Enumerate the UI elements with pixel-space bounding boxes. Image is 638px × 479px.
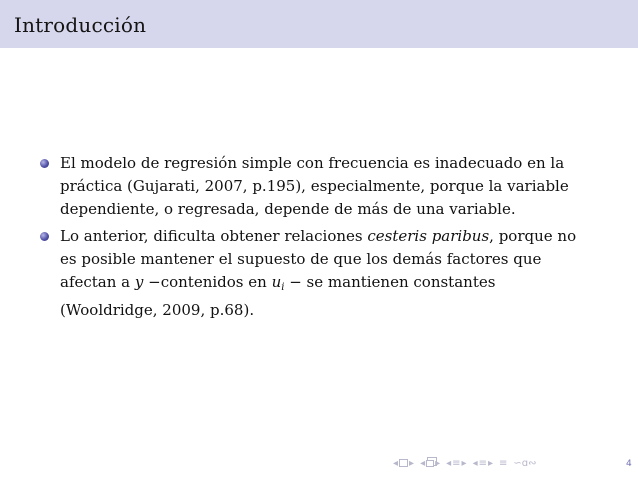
slide-icon[interactable] xyxy=(399,459,408,467)
slide-title: Introducción xyxy=(14,13,147,37)
section-icon[interactable]: ≡ xyxy=(478,457,487,469)
bullet-dot-icon xyxy=(40,232,49,241)
bullet-text: − se mantienen constantes xyxy=(284,273,496,291)
align-icon[interactable]: ≡ xyxy=(499,457,508,469)
bullet-text: afectan a xyxy=(60,273,135,291)
bullet-item xyxy=(36,152,626,221)
nav-right-arrow-icon[interactable]: ▸ xyxy=(409,457,415,469)
subsection-icon[interactable]: ≡ xyxy=(452,457,461,469)
bullet-text-line: dependiente, o regresada, depende de más de una variable. xyxy=(60,200,516,218)
math-subscript-i: i xyxy=(281,282,285,293)
bullet-text: , porque no xyxy=(489,227,577,245)
bullet-text-line: práctica (Gujarati, 2007, p.195), especialmente, porque la variable xyxy=(60,177,569,195)
math-variable-u: u xyxy=(271,273,282,291)
nav-right-arrow-icon[interactable]: ▸ xyxy=(461,457,467,469)
nav-right-arrow-icon[interactable]: ▸ xyxy=(488,457,494,469)
nav-left-arrow-icon[interactable]: ◂ xyxy=(472,457,478,469)
nav-frame[interactable] xyxy=(420,458,440,469)
bullet-text-line: (Wooldridge, 2009, p.68). xyxy=(60,301,255,319)
bullet-text-line: es posible mantener el supuesto de que los demás factores que xyxy=(60,250,542,268)
nav-right-arrow-icon[interactable]: ▸ xyxy=(435,457,441,469)
nav-left-arrow-icon[interactable]: ◂ xyxy=(420,457,426,469)
bullet-dot-icon xyxy=(40,159,49,168)
nav-left-arrow-icon[interactable]: ◂ xyxy=(446,457,452,469)
search-icon[interactable]: ∽ɑ∾ xyxy=(513,457,537,469)
bullet-text: −contenidos en xyxy=(143,273,272,291)
frame-icon[interactable] xyxy=(426,460,434,467)
page-number: 4 xyxy=(626,459,632,469)
bullet-item xyxy=(36,225,626,322)
nav-slide[interactable] xyxy=(393,458,414,469)
bullet-text: Lo anterior, dificulta obtener relaciones xyxy=(60,227,368,245)
bullet-list xyxy=(36,152,626,326)
title-bar xyxy=(0,0,638,48)
nav-subsection[interactable] xyxy=(446,458,466,469)
bullet-text-line: El modelo de regresión simple con frecuencia es inadecuado en la xyxy=(60,154,565,172)
emphasis-text: cesteris paribus xyxy=(367,227,490,245)
nav-left-arrow-icon[interactable]: ◂ xyxy=(393,457,399,469)
math-variable-y: y xyxy=(134,273,144,291)
beamer-navigation xyxy=(393,456,537,470)
nav-section[interactable] xyxy=(473,458,493,469)
